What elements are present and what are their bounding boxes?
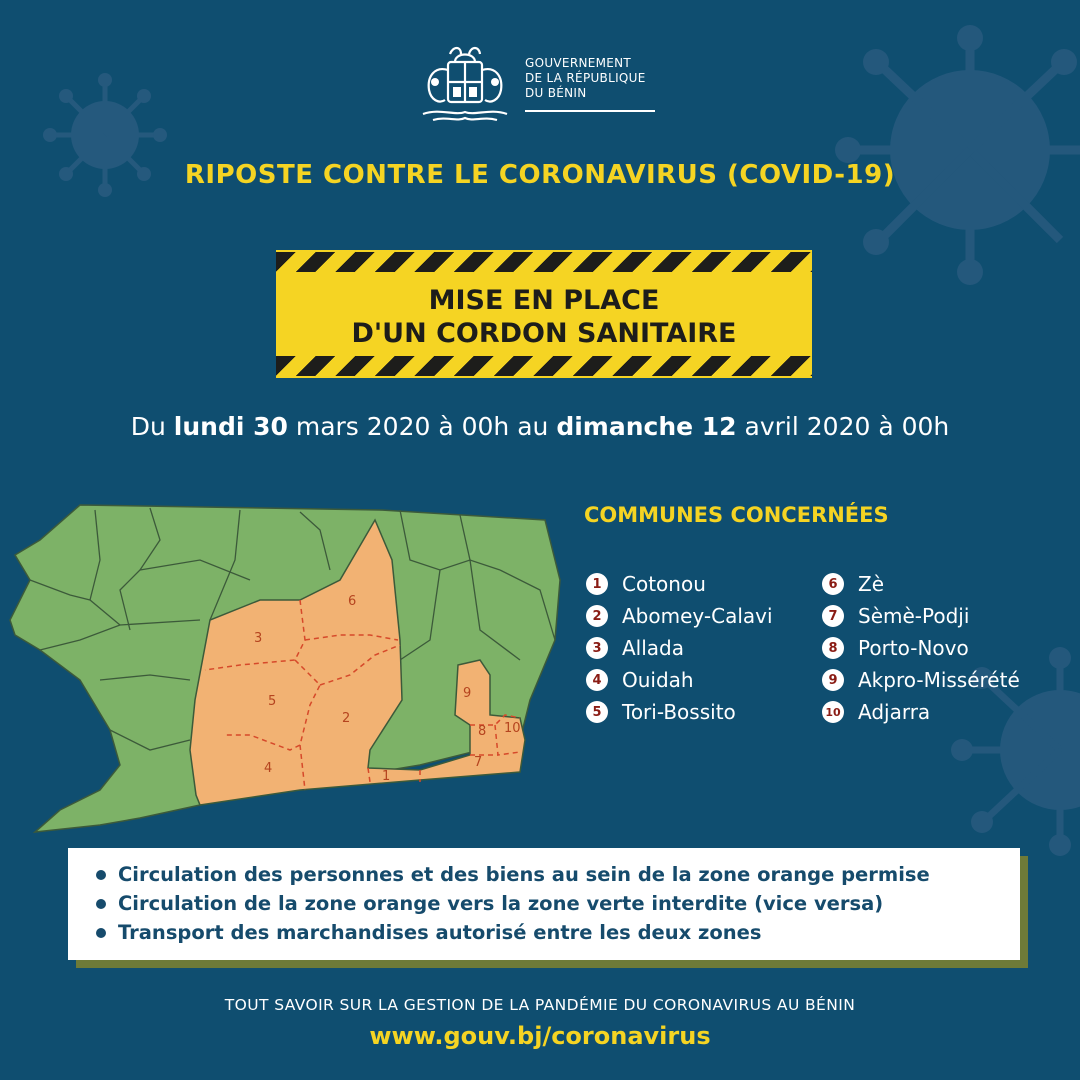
- rule-item: [96, 860, 1020, 889]
- list-item: [586, 568, 773, 600]
- list-item: [822, 664, 1020, 696]
- warning-stripes-top: [276, 252, 812, 272]
- footer-text: TOUT SAVOIR SUR LA GESTION DE LA PANDÉMIE DU CORONAVIRUS AU BÉNIN: [224, 996, 856, 1014]
- communes-list-left: [586, 568, 773, 728]
- cordon-map: [0, 500, 570, 840]
- commune-number-badge: 9: [822, 669, 844, 691]
- bullet-icon: [96, 899, 106, 909]
- bullet-icon: [96, 870, 106, 880]
- date-prefix: Du: [130, 412, 174, 441]
- commune-number-badge: 10: [822, 701, 844, 723]
- rules-box: [68, 848, 1020, 960]
- rule-text: Circulation de la zone orange vers la zone verte interdite (vice versa): [118, 892, 884, 915]
- government-name: [525, 56, 646, 101]
- map-label-9: 9: [463, 686, 472, 701]
- date-range: [0, 412, 1080, 441]
- list-item: [822, 568, 1020, 600]
- banner-line-2: D'UN CORDON SANITAIRE: [351, 318, 737, 349]
- list-item: [822, 600, 1020, 632]
- map-label-4: 4: [264, 761, 273, 776]
- list-item: [586, 664, 773, 696]
- commune-name: Porto-Novo: [858, 636, 969, 660]
- commune-number-badge: 7: [822, 605, 844, 627]
- banner-text: [276, 284, 812, 350]
- header-divider: [525, 110, 655, 112]
- list-item: [586, 696, 773, 728]
- map-label-8: 8: [478, 724, 487, 739]
- commune-name: Ouidah: [622, 668, 694, 692]
- rule-item: [96, 918, 1020, 947]
- commune-number-badge: 3: [586, 637, 608, 659]
- commune-number-badge: 8: [822, 637, 844, 659]
- rule-text: Transport des marchandises autorisé entre les deux zones: [118, 921, 762, 944]
- date-end-rest: avril 2020 à 00h: [736, 412, 950, 441]
- commune-name: Adjarra: [858, 700, 931, 724]
- date-end-day: dimanche 12: [556, 412, 737, 441]
- commune-number-badge: 6: [822, 573, 844, 595]
- list-item: [822, 696, 1020, 728]
- commune-name: Akpro-Missérété: [858, 668, 1020, 692]
- coat-of-arms-icon: [415, 42, 515, 128]
- government-header: [415, 42, 675, 132]
- communes-title: COMMUNES CONCERNÉES: [584, 503, 889, 527]
- rule-item: [96, 889, 1020, 918]
- commune-name: Zè: [858, 572, 885, 596]
- date-start-day: lundi 30: [173, 412, 288, 441]
- gov-line-2: DE LA RÉPUBLIQUE: [525, 71, 646, 85]
- date-start-rest: mars 2020 à 00h au: [287, 412, 557, 441]
- commune-name: Cotonou: [622, 572, 706, 596]
- map-label-6: 6: [348, 594, 357, 609]
- commune-name: Abomey-Calavi: [622, 604, 773, 628]
- map-label-1: 1: [382, 769, 391, 784]
- communes-list-right: [822, 568, 1020, 728]
- commune-name: Tori-Bossito: [622, 700, 736, 724]
- footer-url-link[interactable]: www.gouv.bj/coronavirus: [369, 1022, 711, 1050]
- rule-text: Circulation des personnes et des biens au sein de la zone orange permise: [118, 863, 930, 886]
- commune-number-badge: 4: [586, 669, 608, 691]
- list-item: [586, 600, 773, 632]
- commune-name: Sèmè-Podji: [858, 604, 970, 628]
- bullet-icon: [96, 928, 106, 938]
- list-item: [822, 632, 1020, 664]
- commune-number-badge: 5: [586, 701, 608, 723]
- commune-name: Allada: [622, 636, 685, 660]
- gov-line-1: GOUVERNEMENT: [525, 56, 632, 70]
- banner-line-1: MISE EN PLACE: [428, 285, 660, 316]
- map-label-5: 5: [268, 694, 277, 709]
- map-label-2: 2: [342, 711, 351, 726]
- gov-line-3: DU BÉNIN: [525, 86, 587, 100]
- map-label-7: 7: [474, 755, 483, 770]
- warning-banner: [276, 250, 812, 378]
- map-label-10: 10: [504, 721, 521, 736]
- warning-stripes-bottom: [276, 356, 812, 376]
- map-label-3: 3: [254, 631, 263, 646]
- main-title: RIPOSTE CONTRE LE CORONAVIRUS (COVID-19): [184, 160, 896, 190]
- commune-number-badge: 1: [586, 573, 608, 595]
- list-item: [586, 632, 773, 664]
- commune-number-badge: 2: [586, 605, 608, 627]
